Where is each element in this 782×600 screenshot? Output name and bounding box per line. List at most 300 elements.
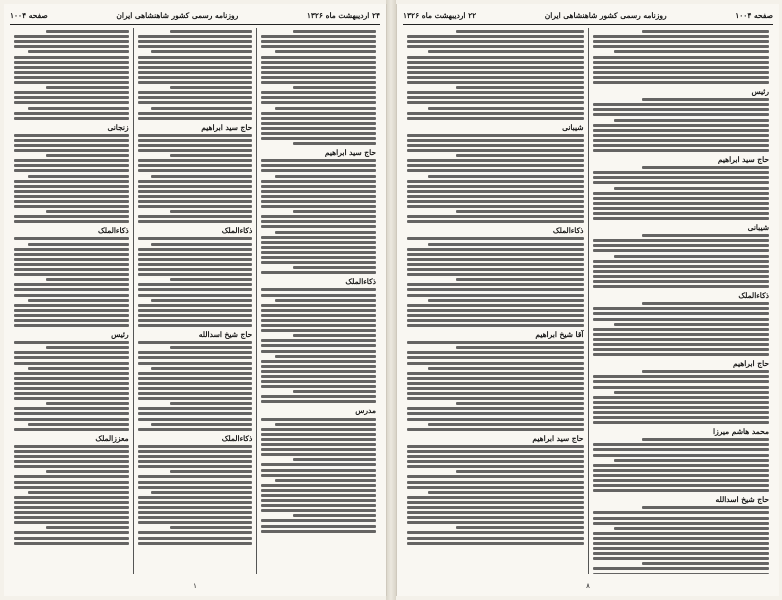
text-line [593, 348, 770, 351]
text-line [593, 81, 770, 84]
text-line [138, 319, 253, 322]
text-line [261, 395, 376, 398]
text-line [456, 278, 583, 281]
text-line [593, 511, 770, 514]
text-line [261, 350, 376, 353]
text-line [593, 134, 770, 137]
text-line [593, 149, 770, 152]
text-line [593, 129, 770, 132]
text-line [14, 486, 129, 489]
text-line [46, 526, 129, 529]
text-line [14, 215, 129, 218]
text-line [261, 96, 376, 99]
text-line [407, 215, 584, 218]
text-line [407, 159, 584, 162]
text-line [593, 567, 770, 570]
text-line [46, 346, 129, 349]
text-line [593, 66, 770, 69]
text-line [407, 200, 584, 203]
text-line [261, 525, 376, 528]
text-line [14, 101, 129, 104]
text-line [138, 475, 253, 478]
text-line [14, 205, 129, 208]
text-line [407, 392, 584, 395]
text-line [407, 351, 584, 354]
text-line [593, 318, 770, 321]
text-line [293, 142, 376, 145]
text-line [170, 210, 253, 213]
text-line [407, 314, 584, 317]
text-line [456, 30, 583, 33]
text-line [261, 400, 376, 403]
text-line [14, 134, 129, 137]
text-line [14, 506, 129, 509]
text-line [593, 307, 770, 310]
text-line [428, 243, 583, 246]
text-line [593, 265, 770, 268]
text-line [593, 443, 770, 446]
text-line [428, 175, 583, 178]
text-line [138, 314, 253, 317]
text-line [407, 288, 584, 291]
text-line [28, 423, 129, 426]
text-line [593, 171, 770, 174]
text-line [456, 470, 583, 473]
text-line [14, 455, 129, 458]
text-line [138, 460, 253, 463]
text-line [14, 35, 129, 38]
text-line [428, 491, 583, 494]
text-line [151, 50, 252, 53]
speaker-heading: رئیس [111, 330, 129, 340]
text-line [428, 299, 583, 302]
text-line [138, 412, 253, 415]
text-line [28, 175, 129, 178]
text-line [593, 260, 770, 263]
text-line [261, 474, 376, 477]
text-line [138, 237, 253, 240]
text-line [14, 200, 129, 203]
text-line [138, 362, 253, 365]
text-line [456, 210, 583, 213]
text-line [14, 521, 129, 524]
right-header-title: روزنامه رسمی کشور شاهنشاهی ایران [544, 10, 667, 20]
speaker-heading: رئیس [751, 87, 769, 97]
text-line [261, 81, 376, 84]
text-line [407, 537, 584, 540]
left-column-3 [10, 28, 133, 574]
text-line [407, 501, 584, 504]
text-line [407, 45, 584, 48]
text-line [407, 71, 584, 74]
text-line [593, 285, 770, 288]
text-line [138, 486, 253, 489]
text-line [261, 256, 376, 259]
text-line [593, 547, 770, 550]
text-line [138, 537, 253, 540]
text-line [261, 66, 376, 69]
text-line [407, 40, 584, 43]
text-line [407, 56, 584, 59]
text-line [28, 50, 129, 53]
text-line [14, 112, 129, 115]
text-line [138, 521, 253, 524]
text-line [261, 484, 376, 487]
text-line [593, 537, 770, 540]
text-line [261, 112, 376, 115]
text-line [261, 360, 376, 363]
text-line [138, 200, 253, 203]
text-line [14, 392, 129, 395]
text-line [261, 251, 376, 254]
text-line [407, 397, 584, 400]
text-line [138, 66, 253, 69]
text-line [407, 445, 584, 448]
text-line [293, 458, 376, 461]
text-line [293, 266, 376, 269]
text-line [407, 377, 584, 380]
text-line [593, 448, 770, 451]
speaker-heading: محمد هاشم میرزا [713, 427, 769, 437]
left-page-header [10, 8, 380, 25]
text-line [14, 40, 129, 43]
text-line [407, 516, 584, 519]
text-line [14, 450, 129, 453]
text-line [593, 56, 770, 59]
text-line [593, 280, 770, 283]
text-line [14, 195, 129, 198]
speaker-heading: ذکاءالملک [345, 277, 376, 287]
text-line [14, 428, 129, 431]
text-line [261, 519, 376, 522]
text-line [261, 453, 376, 456]
text-line [14, 407, 129, 410]
text-line [593, 421, 770, 424]
text-line [46, 154, 129, 157]
text-line [407, 253, 584, 256]
text-line [593, 532, 770, 535]
text-line [138, 215, 253, 218]
text-line [14, 304, 129, 307]
text-line [593, 401, 770, 404]
text-line [14, 445, 129, 448]
text-line [138, 248, 253, 251]
text-line [138, 96, 253, 99]
text-line [642, 98, 769, 101]
text-line [593, 217, 770, 220]
text-line [642, 370, 769, 373]
right-page [396, 4, 779, 596]
text-line [593, 380, 770, 383]
text-line [593, 573, 770, 574]
text-line [138, 205, 253, 208]
text-line [593, 207, 770, 210]
text-line [407, 382, 584, 385]
text-line [14, 273, 129, 276]
text-line [14, 362, 129, 365]
text-line [407, 185, 584, 188]
text-line [261, 159, 376, 162]
speaker-heading: ذکاءالملک [552, 226, 584, 236]
text-line [407, 531, 584, 534]
page-gutter [386, 0, 396, 600]
text-line [407, 76, 584, 79]
text-line [407, 139, 584, 142]
text-line [593, 197, 770, 200]
text-line [614, 187, 769, 190]
text-line [14, 159, 129, 162]
text-line [14, 288, 129, 291]
text-line [407, 319, 584, 322]
text-line [407, 450, 584, 453]
left-page [4, 4, 387, 596]
text-line [138, 283, 253, 286]
text-line [642, 438, 769, 441]
text-line [14, 117, 129, 120]
text-line [138, 273, 253, 276]
text-line [14, 220, 129, 223]
text-line [28, 491, 129, 494]
text-line [46, 402, 129, 405]
text-line [593, 517, 770, 520]
text-line [261, 236, 376, 239]
text-line [261, 61, 376, 64]
text-line [151, 107, 252, 110]
text-line [138, 531, 253, 534]
text-line [261, 56, 376, 59]
text-line [14, 56, 129, 59]
text-line [642, 506, 769, 509]
text-line [593, 124, 770, 127]
text-line [261, 101, 376, 104]
text-line [14, 324, 129, 327]
text-line [261, 504, 376, 507]
text-line [593, 542, 770, 545]
text-line [593, 139, 770, 142]
text-line [138, 294, 253, 297]
text-line [407, 248, 584, 251]
text-line [407, 66, 584, 69]
text-line [138, 169, 253, 172]
text-line [138, 195, 253, 198]
right-page-header [403, 8, 773, 25]
text-line [642, 30, 769, 33]
text-line [14, 481, 129, 484]
text-line [407, 412, 584, 415]
speaker-heading: حاج سید ابراهیم [532, 433, 584, 443]
text-line [428, 107, 583, 110]
text-line [151, 243, 252, 246]
text-line [14, 314, 129, 317]
text-line [261, 314, 376, 317]
text-line [138, 351, 253, 354]
text-line [593, 275, 770, 278]
text-line [261, 200, 376, 203]
text-line [642, 302, 769, 305]
text-line [261, 225, 376, 228]
text-line [407, 475, 584, 478]
text-line [261, 448, 376, 451]
text-line [14, 511, 129, 514]
text-line [593, 489, 770, 492]
left-page-number: ۱ [193, 582, 197, 590]
text-line [14, 81, 129, 84]
text-line [14, 253, 129, 256]
text-line [407, 362, 584, 365]
text-line [642, 166, 769, 169]
text-line [14, 66, 129, 69]
text-line [593, 270, 770, 273]
text-line [593, 386, 770, 389]
text-line [261, 365, 376, 368]
text-line [593, 338, 770, 341]
text-line [275, 231, 376, 234]
text-line [593, 144, 770, 147]
text-line [151, 491, 252, 494]
text-line [275, 175, 376, 178]
text-line [14, 268, 129, 271]
text-line [261, 499, 376, 502]
text-line [138, 149, 253, 152]
text-line [407, 81, 584, 84]
text-line [14, 501, 129, 504]
left-column-1 [256, 28, 380, 574]
text-line [293, 334, 376, 337]
text-line [407, 455, 584, 458]
text-line [261, 489, 376, 492]
text-line [407, 205, 584, 208]
text-line [428, 367, 583, 370]
text-line [151, 423, 252, 426]
text-line [593, 552, 770, 555]
text-line [170, 470, 253, 473]
text-line [261, 309, 376, 312]
text-line [261, 380, 376, 383]
text-line [138, 61, 253, 64]
text-line [14, 372, 129, 375]
text-line [138, 511, 253, 514]
text-line [14, 61, 129, 64]
speaker-heading: حاج سید ابراهیم [717, 155, 769, 165]
text-line [593, 469, 770, 472]
text-line [14, 516, 129, 519]
right-header-page: صفحه ۱۰۰۴ [735, 10, 773, 20]
text-line [14, 475, 129, 478]
text-line [593, 244, 770, 247]
text-line [407, 465, 584, 468]
text-line [261, 509, 376, 512]
text-line [456, 86, 583, 89]
speaker-heading: حاج سید ابراهیم [324, 148, 376, 158]
text-line [138, 377, 253, 380]
text-line [593, 176, 770, 179]
speaker-heading: حاج شیخ اسدالله [715, 495, 769, 505]
text-line [593, 35, 770, 38]
text-line [407, 35, 584, 38]
text-line [170, 154, 253, 157]
text-line [407, 481, 584, 484]
text-line [138, 407, 253, 410]
text-line [456, 346, 583, 349]
text-line [14, 91, 129, 94]
text-line [642, 234, 769, 237]
text-line [261, 180, 376, 183]
text-line [138, 392, 253, 395]
text-line [261, 261, 376, 264]
text-line [407, 263, 584, 266]
text-line [14, 412, 129, 415]
text-line [138, 309, 253, 312]
text-line [28, 107, 129, 110]
text-line [138, 258, 253, 261]
text-line [293, 210, 376, 213]
text-line [14, 319, 129, 322]
text-line [138, 180, 253, 183]
left-header-page: صفحه ۱۰۰۴ [10, 10, 48, 20]
text-line [407, 294, 584, 297]
text-line [138, 516, 253, 519]
right-column-1 [588, 28, 774, 574]
speaker-heading: ذکاءالملک [738, 291, 769, 301]
text-line [138, 35, 253, 38]
text-line [46, 86, 129, 89]
text-line [407, 324, 584, 327]
text-line [614, 323, 769, 326]
left-header-date: ۲۴ اردیبهشت ماه ۱۳۲۶ [306, 10, 380, 20]
text-line [261, 271, 376, 274]
text-line [456, 154, 583, 157]
text-line [14, 248, 129, 251]
text-line [407, 164, 584, 167]
text-line [407, 283, 584, 286]
text-line [151, 175, 252, 178]
text-line [261, 428, 376, 431]
text-line [14, 149, 129, 152]
text-line [407, 418, 584, 421]
right-page-number: ۸ [586, 582, 590, 590]
text-line [407, 149, 584, 152]
text-line [261, 215, 376, 218]
text-line [138, 542, 253, 545]
text-line [151, 367, 252, 370]
text-line [261, 294, 376, 297]
text-line [261, 40, 376, 43]
text-line [14, 496, 129, 499]
text-line [138, 450, 253, 453]
text-line [407, 521, 584, 524]
text-line [261, 438, 376, 441]
text-line [138, 71, 253, 74]
text-line [261, 169, 376, 172]
text-line [407, 387, 584, 390]
text-line [261, 463, 376, 466]
text-line [138, 341, 253, 344]
text-line [138, 288, 253, 291]
text-line [261, 76, 376, 79]
text-line [275, 107, 376, 110]
text-line [407, 506, 584, 509]
left-column-2 [133, 28, 257, 574]
text-line [275, 479, 376, 482]
text-line [14, 460, 129, 463]
text-line [593, 61, 770, 64]
text-line [407, 372, 584, 375]
text-line [407, 101, 584, 104]
text-line [138, 418, 253, 421]
speaker-heading: حاج سید ابراهیم [201, 122, 253, 132]
text-line [261, 195, 376, 198]
text-line [138, 506, 253, 509]
